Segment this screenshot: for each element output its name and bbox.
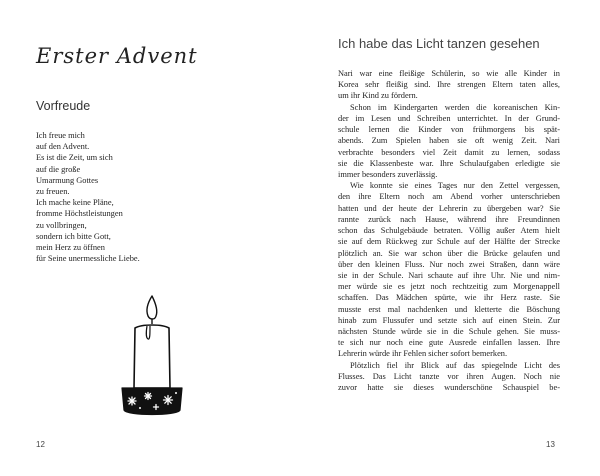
story-line: Flusses. Das Licht tanzte vor ihren Augen. Noch nie bbox=[338, 371, 560, 381]
story-line: um ihr Kind zu fördern. bbox=[338, 91, 418, 101]
story-line: mer würde sie es jetzt noch rechtzeitig zum Morgenappell bbox=[338, 282, 560, 292]
story-line: te sich nur noch eine gute Ausrede einfallen lassen. Ihre bbox=[338, 338, 560, 348]
story-title: Ich habe das Licht tanzen gesehen bbox=[338, 36, 540, 51]
candle-illustration bbox=[112, 292, 192, 422]
story-line: Korea sehr fleißig sind. Ihre strengen Eltern taten alles, bbox=[338, 80, 560, 90]
poem-line: Ich freue mich bbox=[36, 131, 85, 140]
poem-line: Umarmung Gottes bbox=[36, 175, 99, 185]
poem bbox=[36, 130, 286, 264]
story-line: abends. Zum Spielen haben sie oft wenig Zeit. Nari bbox=[338, 136, 560, 146]
story-line: hatten und der heute der Lehrerin zu übergeben war? Sie bbox=[338, 203, 560, 213]
poem-line: zu freuen. bbox=[36, 187, 70, 197]
story-line: über den kleinen Fluss. Nur noch zwei Straßen, dann wäre bbox=[338, 259, 560, 269]
story-line: den ihre Eltern noch am Abend vorher unterschrieben bbox=[338, 192, 560, 202]
poem-line: zu vollbringen, bbox=[36, 220, 87, 230]
page-number-right: 13 bbox=[546, 440, 555, 449]
story-line: schon das Schulgebäude betraten. Völlig außer Atem hielt bbox=[338, 226, 560, 236]
poem-title: Vorfreude bbox=[36, 99, 91, 113]
story-line: zuvor hatte sie dieses wunderschöne Schauspiel be- bbox=[338, 383, 560, 393]
candle-drip bbox=[146, 326, 150, 339]
story-line: der im Lesen und Schreiben unterrichtet. In der Grund- bbox=[338, 113, 560, 123]
candle-flame bbox=[147, 296, 157, 319]
poem-line: Ich mache keine Pläne, bbox=[36, 198, 114, 208]
story-line: plötzlich an. Sie war schon über die Brücke gelaufen und bbox=[338, 248, 560, 258]
story-line: hinab zum Flussufer und setzte sich auf einen Stein. Zur bbox=[338, 315, 560, 325]
poem-line: mein Herz zu öffnen bbox=[36, 243, 105, 253]
story-line: nächsten Stunde würde sie in die Schule gehen. Sie muss- bbox=[338, 327, 560, 337]
story-line: Wie konnte sie eines Tages nur den Zettel vergessen, bbox=[350, 181, 560, 191]
story-line: musste erst mal nachdenken und kletterte die Böschung bbox=[338, 304, 560, 314]
right-page bbox=[300, 0, 600, 476]
poem-line: sondern ich bitte Gott, bbox=[36, 231, 111, 241]
story-line: schule lernen die Kinder von frühmorgens bis spät- bbox=[338, 125, 560, 135]
candle-icon bbox=[112, 292, 192, 422]
story-line: Lehrerin würde ihr Fehlen sicher sofort bemerken. bbox=[338, 349, 508, 359]
story-line: sie auf dem Rückweg zur Schule auf der Hälfte der Strecke bbox=[338, 237, 560, 247]
page-number-left: 12 bbox=[36, 440, 45, 449]
story-line: schaffen. Das Mädchen spürte, wie ihr Herz raste. Sie bbox=[338, 293, 560, 303]
story-text bbox=[338, 68, 560, 393]
story-line: verbrachte besonders viel Zeit damit zu lernen, sodass bbox=[338, 147, 560, 157]
poem-line: für Seine unermessliche Liebe. bbox=[36, 254, 140, 264]
chapter-title: Erster Advent bbox=[36, 44, 198, 68]
story-line: immer besonders zuverlässig. bbox=[338, 169, 438, 179]
story-line: rannte zurück nach Hause, während ihre Freundinnen bbox=[338, 214, 560, 224]
candle-body bbox=[134, 325, 170, 388]
story-line: Nari war eine fleißige Schülerin, so wie alle Kinder in bbox=[338, 69, 560, 78]
poem-line: fromme Höchstleistungen bbox=[36, 209, 123, 219]
poem-line: Es ist die Zeit, um sich bbox=[36, 153, 113, 163]
story-line: sie die Klassenbeste war. Ihre Schulaufgaben erledigte sie bbox=[338, 158, 560, 168]
poem-line: auf die große bbox=[36, 164, 81, 174]
story-line: Plötzlich fiel ihr Blick auf das spiegelnde Licht des bbox=[350, 360, 560, 370]
story-line: Schon im Kindergarten werden die koreanischen Kin- bbox=[350, 102, 560, 112]
poem-line: auf den Advent. bbox=[36, 142, 90, 152]
story-line: sie in der Schule. Nari schaute auf ihre Uhr. Nie und nim- bbox=[338, 270, 560, 280]
